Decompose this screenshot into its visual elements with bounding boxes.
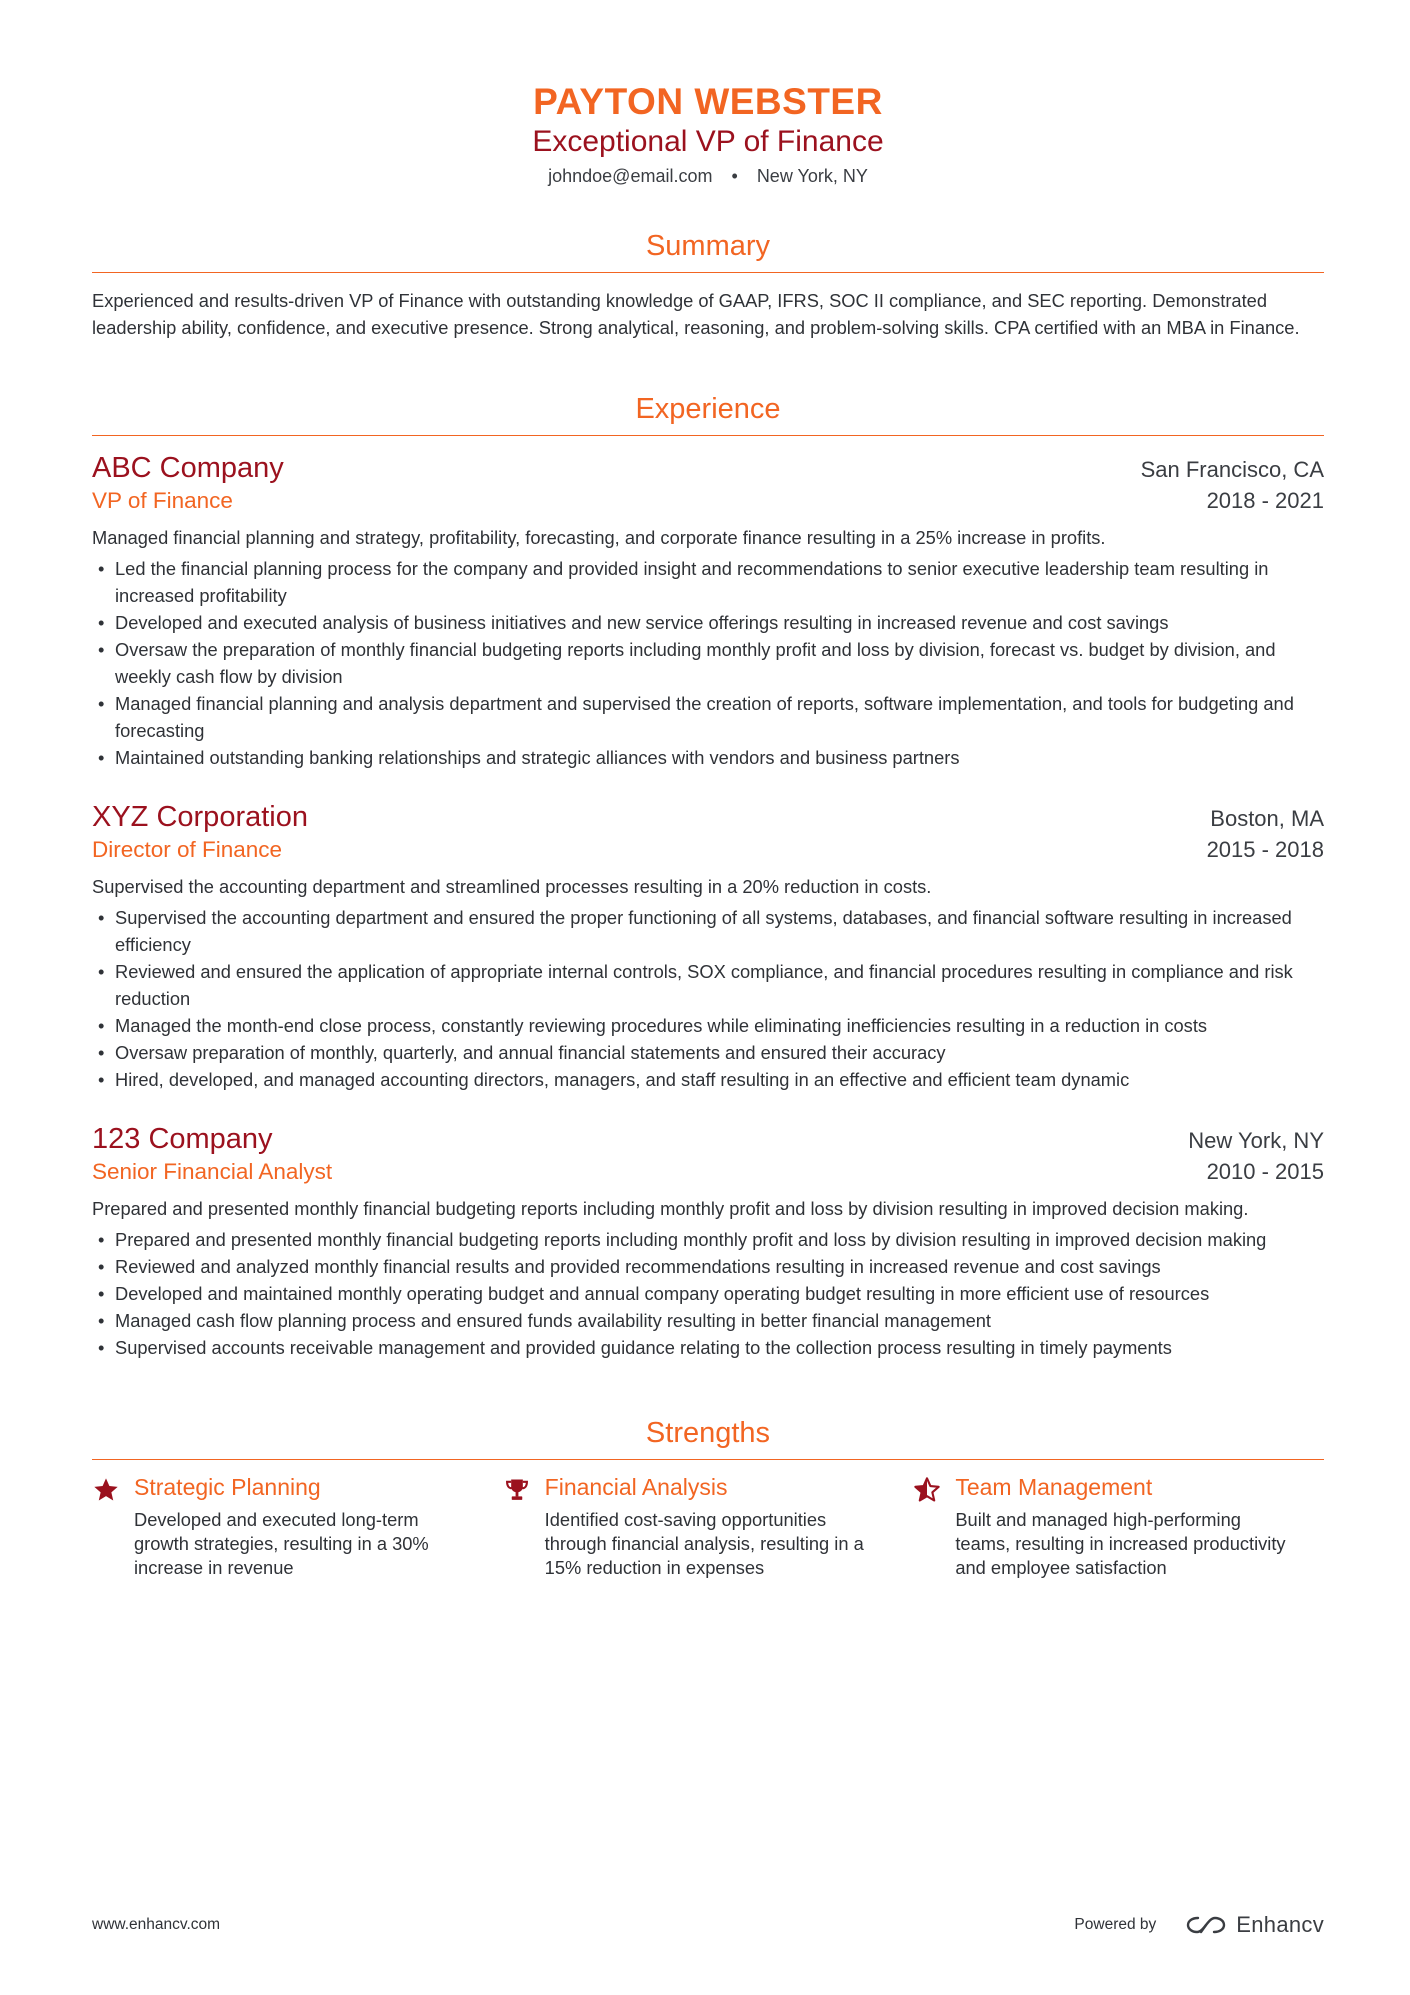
job-bullet: • Reviewed and analyzed monthly financial results and provided recommendations resulting in increased revenue and cost savings — [92, 1253, 1324, 1280]
summary-section — [92, 228, 1324, 341]
job-dates: 2018 - 2021 — [1206, 488, 1324, 513]
job-dates: 2010 - 2015 — [1206, 1159, 1324, 1184]
job-description: Managed financial planning and strategy, profitability, forecasting, and corporate finance resulting in a 25% increase in profits. — [92, 527, 1106, 548]
candidate-location: New York, NY — [756, 166, 868, 186]
strength-item — [92, 1472, 503, 1580]
job-bullet: • Oversaw the preparation of monthly financial budgeting reports including monthly profit and loss by division, forecast vs. budget by division, and weekly cash flow by division — [92, 636, 1324, 690]
job-bullet: • Led the financial planning process for the company and provided insight and recommendations to senior executive leadership team resulting in increased profitability — [92, 555, 1324, 609]
job-role: Director of Finance — [92, 837, 283, 862]
job-bullet: • Developed and maintained monthly operating budget and annual company operating budget resulting in more efficient use of resources — [92, 1280, 1324, 1307]
strengths-list — [92, 1472, 1324, 1580]
job-location: New York, NY — [1188, 1128, 1324, 1153]
job-bullet: • Oversaw preparation of monthly, quarterly, and annual financial statements and ensured their accuracy — [92, 1039, 1324, 1066]
company-name: 123 Company — [92, 1123, 273, 1155]
job-description: Supervised the accounting department and streamlined processes resulting in a 20% reduction in costs. — [92, 876, 932, 897]
star-icon — [92, 1472, 134, 1580]
job-entry — [92, 450, 1324, 771]
job-bullets — [92, 1226, 1324, 1361]
email-link[interactable]: johndoe@email.com — [548, 166, 713, 186]
strength-item — [503, 1472, 914, 1580]
contact-line — [92, 164, 1324, 188]
job-bullet: • Managed financial planning and analysis department and supervised the creation of reports, software implementation, and tools for budgeting and forecasting — [92, 690, 1324, 744]
powered-by-label: Powered by — [1074, 1916, 1157, 1933]
strength-description: Built and managed high-performing teams, resulting in increased productivity and employee satisfaction — [955, 1509, 1286, 1578]
job-bullet: • Managed the month-end close process, constantly reviewing procedures while eliminating inefficiencies resulting in a reduction in costs — [92, 1012, 1324, 1039]
job-role: VP of Finance — [92, 488, 233, 513]
job-bullet: • Prepared and presented monthly financial budgeting reports including monthly profit and loss by division resulting in improved decision making — [92, 1226, 1324, 1253]
company-name: ABC Company — [92, 452, 284, 484]
page-footer — [92, 1910, 1324, 1940]
job-role: Senior Financial Analyst — [92, 1159, 333, 1184]
enhancv-logo[interactable] — [1184, 1912, 1324, 1938]
enhancv-logo-icon — [1184, 1913, 1228, 1937]
job-bullet: • Supervised accounts receivable management and provided guidance relating to the collection process resulting in timely payments — [92, 1334, 1324, 1361]
strength-title: Financial Analysis — [544, 1474, 728, 1500]
contact-separator: • — [731, 166, 738, 186]
resume-header — [92, 80, 1324, 188]
job-entry — [92, 1121, 1324, 1361]
experience-section — [92, 391, 1324, 1361]
job-dates: 2015 - 2018 — [1206, 837, 1324, 862]
job-bullets — [92, 904, 1324, 1093]
job-bullet: • Reviewed and ensured the application of appropriate internal controls, SOX compliance, and financial procedures resulting in compliance and risk reduction — [92, 958, 1324, 1012]
strengths-section — [92, 1415, 1324, 1580]
strength-description: Developed and executed long-term growth strategies, resulting in a 30% increase in revenue — [134, 1509, 429, 1578]
candidate-name: PAYTON WEBSTER — [533, 81, 883, 122]
brand-name: Enhancv — [1236, 1912, 1324, 1937]
job-location: Boston, MA — [1210, 806, 1324, 831]
job-bullet: • Maintained outstanding banking relationships and strategic alliances with vendors and business partners — [92, 744, 1324, 771]
job-bullets — [92, 555, 1324, 771]
job-bullet: • Developed and executed analysis of business initiatives and new service offerings resulting in increased revenue and cost savings — [92, 609, 1324, 636]
experience-title: Experience — [92, 391, 1324, 436]
strengths-title: Strengths — [92, 1415, 1324, 1460]
strength-title: Strategic Planning — [134, 1474, 321, 1500]
job-description: Prepared and presented monthly financial budgeting reports including monthly profit and loss by division resulting in improved decision making. — [92, 1198, 1249, 1219]
strength-description: Identified cost-saving opportunities through financial analysis, resulting in a 15% reduction in expenses — [544, 1509, 864, 1578]
strength-title: Team Management — [955, 1474, 1153, 1500]
job-bullet: • Hired, developed, and managed accounting directors, managers, and staff resulting in an effective and efficient team dynamic — [92, 1066, 1324, 1093]
footer-website-link[interactable]: www.enhancv.com — [92, 1916, 221, 1933]
strength-item — [913, 1472, 1324, 1580]
summary-title: Summary — [92, 228, 1324, 273]
summary-text: Experienced and results-driven VP of Finance with outstanding knowledge of GAAP, IFRS, SOC II compliance, and SEC reporting. Demonstrated leadership ability, confidence, and executive presence. Strong analytical, reasoning, and problem-solving skills. CPA certified with an MBA in Finance. — [92, 290, 1300, 338]
job-location: San Francisco, CA — [1140, 457, 1324, 482]
job-bullet: • Managed cash flow planning process and ensured funds availability resulting in better financial management — [92, 1307, 1324, 1334]
job-entry — [92, 799, 1324, 1093]
job-bullet: • Supervised the accounting department and ensured the proper functioning of all systems, databases, and financial software resulting in increased efficiency — [92, 904, 1324, 958]
trophy-icon — [503, 1472, 545, 1580]
company-name: XYZ Corporation — [92, 801, 308, 833]
candidate-headline: Exceptional VP of Finance — [532, 125, 884, 158]
resume-page — [92, 0, 1324, 1580]
half-star-icon — [913, 1472, 955, 1580]
